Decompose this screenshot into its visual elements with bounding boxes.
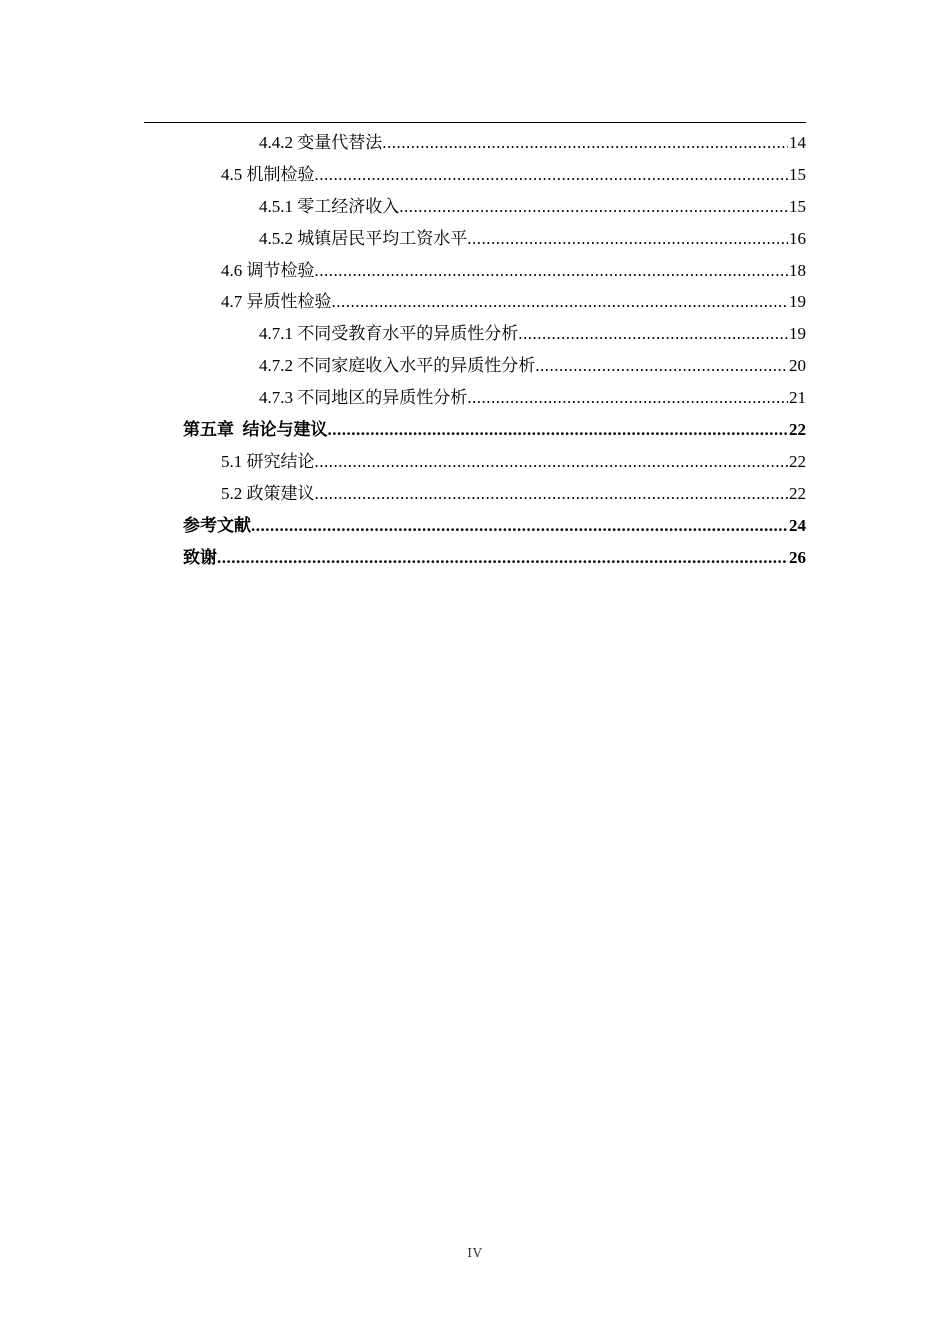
toc-entry-4-5-1[interactable] [259,191,806,223]
toc-entry-title: 致谢 [183,548,217,567]
toc-entry-page: 19 [789,324,806,343]
toc-entry-5-2[interactable] [221,478,806,510]
toc-dot-leader [315,255,789,287]
toc-entry-title: 4.7.1 不同受教育水平的异质性分析 [259,324,519,343]
toc-dot-leader [518,318,788,350]
toc-dot-leader [332,286,789,318]
toc-entry-5-1[interactable] [221,446,806,478]
toc-entry-4-6[interactable] [221,255,806,287]
toc-entry-title: 4.7.2 不同家庭收入水平的异质性分析 [259,356,536,375]
toc-entry-page: 15 [789,165,806,184]
toc-dot-leader [315,159,789,191]
toc-entry-acknowledgements[interactable] [183,542,806,574]
toc-dot-leader [251,510,788,542]
toc-dot-leader [328,414,789,446]
toc-entry-4-5-2[interactable] [259,223,806,255]
toc-entry-page: 15 [789,197,806,216]
toc-entry-4-5[interactable] [221,159,806,191]
toc-entry-page: 24 [789,516,806,535]
toc-entry-title: 4.7 异质性检验 [221,292,332,311]
toc-entry-page: 22 [789,452,806,471]
toc-entry-title: 5.2 政策建议 [221,484,315,503]
toc-entry-title: 第五章 结论与建议 [183,420,328,439]
toc-entry-title: 4.7.3 不同地区的异质性分析 [259,388,468,407]
toc-entry-page: 16 [789,229,806,248]
toc-entry-title: 4.6 调节检验 [221,261,315,280]
toc-entry-page: 22 [789,484,806,503]
toc-entry-chapter-5[interactable] [183,414,806,446]
toc-entry-references[interactable] [183,510,806,542]
toc-entry-4-7[interactable] [221,286,806,318]
toc-entry-page: 18 [789,261,806,280]
toc-entry-title: 5.1 研究结论 [221,452,315,471]
toc-entry-4-7-3[interactable] [259,382,806,414]
toc-dot-leader [217,542,788,574]
toc-entry-title: 4.4.2 变量代替法 [259,133,383,152]
toc-dot-leader [535,350,788,382]
page-number: IV [467,1246,483,1260]
toc-entry-page: 26 [789,548,806,567]
toc-entry-4-4-2[interactable] [259,127,806,159]
toc-entry-title: 参考文献 [183,516,251,535]
toc-dot-leader [315,446,789,478]
toc-entry-title: 4.5.2 城镇居民平均工资水平 [259,229,468,248]
toc-entry-page: 21 [789,388,806,407]
toc-dot-leader [467,223,788,255]
toc-dot-leader [382,127,788,159]
toc-entry-title: 4.5.1 零工经济收入 [259,197,400,216]
toc-entry-page: 20 [789,356,806,375]
toc-dot-leader [467,382,788,414]
header-rule [144,122,806,123]
toc-dot-leader [315,478,789,510]
toc-entry-4-7-2[interactable] [259,350,806,382]
toc-entry-title: 4.5 机制检验 [221,165,315,184]
toc-entry-4-7-1[interactable] [259,318,806,350]
toc-entry-page: 19 [789,292,806,311]
toc-entry-page: 14 [789,133,806,152]
toc-entry-page: 22 [789,420,806,439]
toc-dot-leader [399,191,788,223]
